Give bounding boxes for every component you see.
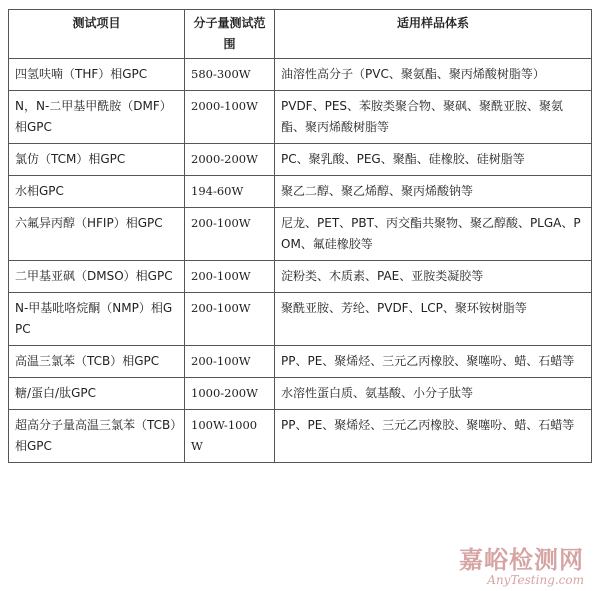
table-row: [9, 208, 592, 261]
test-item-cell: N，N-二甲基甲酰胺（DMF）相GPC: [9, 91, 185, 144]
mw-range-cell: 2000-100W: [185, 91, 275, 144]
table-row: [9, 293, 592, 346]
mw-range-cell: 194-60W: [185, 176, 275, 208]
test-item-cell: 氯仿（TCM）相GPC: [9, 144, 185, 176]
table-row: [9, 261, 592, 293]
mw-range-cell: 200-100W: [185, 293, 275, 346]
table-row: [9, 378, 592, 410]
mw-range-cell: 200-100W: [185, 346, 275, 378]
mw-range-cell: 200-100W: [185, 208, 275, 261]
mw-range-cell: 100W-1000W: [185, 410, 275, 463]
sample-system-cell: PP、PE、聚烯烃、三元乙丙橡胶、聚噻吩、蜡、石蜡等: [275, 346, 592, 378]
watermark-cn: 嘉峪检测网: [459, 546, 584, 574]
table-header-row: [9, 10, 592, 59]
sample-system-cell: PVDF、PES、苯胺类聚合物、聚砜、聚酰亚胺、聚氨酯、聚丙烯酸树脂等: [275, 91, 592, 144]
sample-system-cell: 淀粉类、木质素、PAE、亚胺类凝胶等: [275, 261, 592, 293]
sample-system-cell: 聚酰亚胺、芳纶、PVDF、LCP、聚环铵树脂等: [275, 293, 592, 346]
sample-system-cell: 尼龙、PET、PBT、丙交酯共聚物、聚乙醇酸、PLGA、POM、氟硅橡胶等: [275, 208, 592, 261]
test-item-cell: 高温三氯苯（TCB）相GPC: [9, 346, 185, 378]
test-item-cell: 四氢呋喃（THF）相GPC: [9, 59, 185, 91]
mw-range-cell: 200-100W: [185, 261, 275, 293]
sample-system-cell: PP、PE、聚烯烃、三元乙丙橡胶、聚噻吩、蜡、石蜡等: [275, 410, 592, 463]
header-test-item: 测试项目: [9, 10, 185, 59]
test-item-cell: 六氟异丙醇（HFIP）相GPC: [9, 208, 185, 261]
test-item-cell: 水相GPC: [9, 176, 185, 208]
table-row: [9, 176, 592, 208]
sample-system-cell: 水溶性蛋白质、氨基酸、小分子肽等: [275, 378, 592, 410]
sample-system-cell: 聚乙二醇、聚乙烯醇、聚丙烯酸钠等: [275, 176, 592, 208]
table-row: [9, 59, 592, 91]
test-item-cell: 超高分子量高温三氯苯（TCB）相GPC: [9, 410, 185, 463]
header-mw-range: 分子量测试范围: [185, 10, 275, 59]
table-row: [9, 91, 592, 144]
header-sample-system: 适用样品体系: [275, 10, 592, 59]
table-row: [9, 346, 592, 378]
mw-range-cell: 580-300W: [185, 59, 275, 91]
sample-system-cell: 油溶性高分子（PVC、聚氨酯、聚丙烯酸树脂等）: [275, 59, 592, 91]
table-row: [9, 410, 592, 463]
watermark-en: AnyTesting.com: [487, 573, 584, 587]
gpc-test-table: [8, 9, 592, 463]
watermark: [459, 547, 584, 587]
mw-range-cell: 2000-200W: [185, 144, 275, 176]
test-item-cell: N-甲基吡咯烷酮（NMP）相GPC: [9, 293, 185, 346]
sample-system-cell: PC、聚乳酸、PEG、聚酯、硅橡胶、硅树脂等: [275, 144, 592, 176]
test-item-cell: 糖/蛋白/肽GPC: [9, 378, 185, 410]
test-item-cell: 二甲基亚砜（DMSO）相GPC: [9, 261, 185, 293]
table-row: [9, 144, 592, 176]
mw-range-cell: 1000-200W: [185, 378, 275, 410]
